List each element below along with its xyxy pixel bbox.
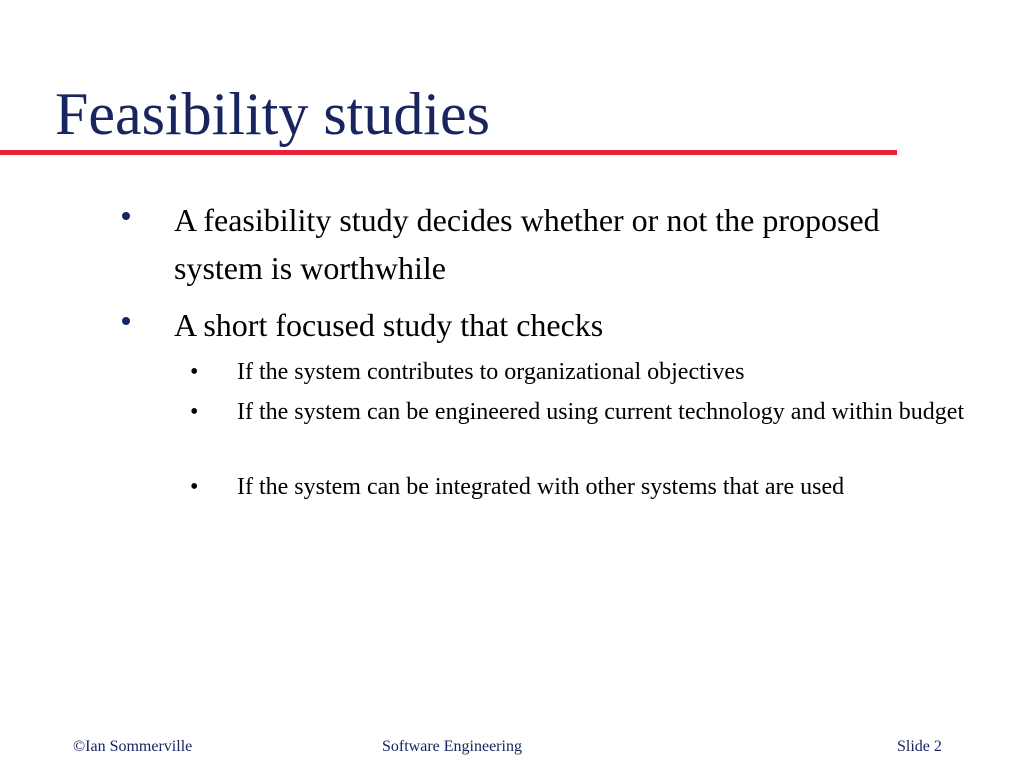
bullet-text: A short focused study that checks — [174, 307, 604, 343]
sub-bullet-text: If the system can be engineered using current technology and within budget — [237, 399, 965, 425]
sub-bullet-text: If the system contributes to organizational objectives — [237, 359, 745, 385]
bullet-text: A feasibility study decides whether or not the proposed system is worthwhile — [174, 202, 880, 286]
sub-bullet-dot-icon: • — [190, 474, 199, 500]
sub-bullet-item — [190, 355, 977, 389]
bullet-dot-icon — [122, 212, 130, 220]
slide-title: Feasibility studies — [55, 81, 490, 147]
sub-bullet-dot-icon: • — [190, 399, 199, 425]
bullet-item — [174, 301, 964, 349]
sub-bullet-item — [190, 395, 977, 429]
sub-bullet-text: If the system can be integrated with other systems that are used — [237, 474, 845, 500]
footer-course-title: Software Engineering — [382, 738, 522, 755]
bullet-dot-icon — [122, 317, 130, 325]
title-divider — [0, 150, 897, 155]
footer-copyright: ©Ian Sommerville — [73, 738, 193, 755]
bullet-item — [174, 196, 964, 292]
sub-bullet-item — [190, 470, 977, 504]
sub-bullet-dot-icon: • — [190, 359, 199, 385]
footer-slide-number: Slide 2 — [897, 738, 942, 755]
